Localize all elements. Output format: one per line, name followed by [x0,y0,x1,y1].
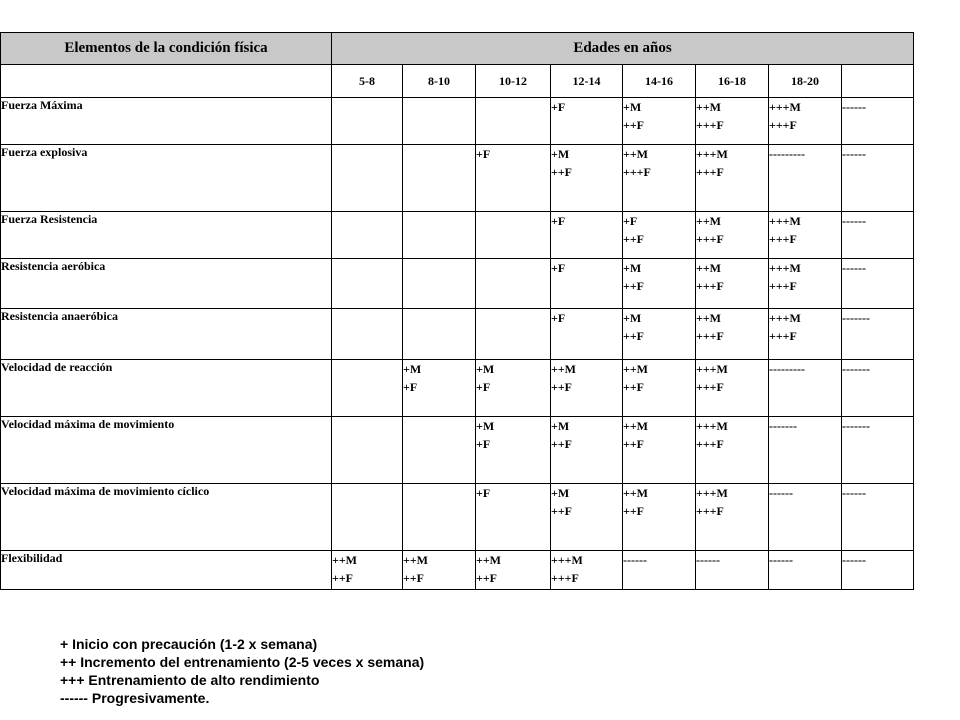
value-line: ------ [623,553,647,567]
value-cell [476,145,551,212]
value-line: ++M [551,362,577,376]
value-cell [842,145,914,212]
value-cell [696,259,769,309]
value-line: +++F [769,118,797,132]
table-row [1,417,914,484]
value-cell [403,360,476,417]
value-line: +F [476,380,491,394]
value-cell [476,360,551,417]
value-line: +F [623,214,638,228]
age-cell: 18-20 [769,65,842,98]
value-line: ++F [623,437,645,451]
value-line: +++F [623,165,651,179]
age-row-blank [1,65,332,98]
value-line: +M [623,311,642,325]
value-line: +M [403,362,422,376]
age-cell: 14-16 [623,65,696,98]
value-line: +++F [696,118,724,132]
value-cell [551,98,623,145]
value-line: ++M [696,100,722,114]
value-line: +M [476,419,495,433]
value-line: ------ [842,486,866,500]
value-cell [403,98,476,145]
table-row [1,98,914,145]
value-line: +F [551,261,566,275]
value-line: ------- [842,311,870,325]
value-line: ++M [332,553,358,567]
value-cell [476,212,551,259]
value-cell [696,360,769,417]
value-cell [769,417,842,484]
value-line: ++M [696,311,722,325]
value-line: +F [551,100,566,114]
value-line: ++F [403,571,425,585]
value-cell [842,417,914,484]
value-cell [842,212,914,259]
value-cell [769,551,842,590]
value-cell [332,360,403,417]
age-cell: 16-18 [696,65,769,98]
value-line: ++F [623,380,645,394]
value-cell [623,360,696,417]
value-line: --------- [769,147,805,161]
value-line: ++F [623,232,645,246]
value-line: +M [551,147,570,161]
age-cell: 12-14 [551,65,623,98]
value-cell [551,551,623,590]
value-line: ++F [623,118,645,132]
value-cell [403,551,476,590]
value-cell [476,417,551,484]
row-label: Velocidad de reacción [1,360,332,417]
value-line: ++F [623,504,645,518]
age-cell: 8-10 [403,65,476,98]
table-row [1,212,914,259]
value-cell [551,360,623,417]
value-cell [403,145,476,212]
value-cell [842,484,914,551]
table-row [1,259,914,309]
value-line: ------ [842,553,866,567]
table-row [1,309,914,360]
value-line: +F [476,437,491,451]
value-cell [551,417,623,484]
value-line: ------ [842,100,866,114]
value-line: +++F [696,380,724,394]
legend-line: ------ Progresivamente. [60,690,210,706]
value-cell [623,259,696,309]
age-cell: 5-8 [332,65,403,98]
value-line: +F [403,380,418,394]
value-cell [332,98,403,145]
value-cell [696,551,769,590]
value-line: ------ [769,553,793,567]
value-cell [403,309,476,360]
age-cell [842,65,914,98]
header-elements: Elementos de la condición física [1,33,332,65]
value-line: ++F [623,279,645,293]
value-line: +M [551,419,570,433]
value-cell [403,417,476,484]
value-line: ++M [623,362,649,376]
value-cell [696,212,769,259]
value-cell [551,484,623,551]
table-row [1,484,914,551]
value-cell [842,98,914,145]
value-cell [551,212,623,259]
value-line: +++M [696,147,728,161]
value-line: +++F [696,232,724,246]
table-row [1,145,914,212]
value-line: ------ [842,261,866,275]
row-label: Velocidad máxima de movimiento [1,417,332,484]
value-cell [623,212,696,259]
value-line: ++F [551,165,573,179]
value-line: +++M [696,486,728,500]
value-cell [623,309,696,360]
value-cell [769,360,842,417]
value-line: +++F [696,329,724,343]
value-cell [769,309,842,360]
value-cell [696,145,769,212]
value-cell [332,212,403,259]
fitness-table [0,32,914,590]
value-cell [696,484,769,551]
row-label: Fuerza Resistencia [1,212,332,259]
legend-line: ++ Incremento del entrenamiento (2-5 veces x semana) [60,654,425,670]
value-line: ++F [551,437,573,451]
value-cell [332,551,403,590]
legend [60,635,424,707]
row-label: Velocidad máxima de movimiento cíclico [1,484,332,551]
value-cell [332,145,403,212]
value-line: +++F [696,279,724,293]
value-cell [551,309,623,360]
value-cell [842,360,914,417]
value-cell [476,309,551,360]
value-line: +F [476,147,491,161]
value-line: ++M [696,214,722,228]
value-line: ++F [623,329,645,343]
value-cell [623,551,696,590]
age-cell: 10-12 [476,65,551,98]
row-label: Fuerza Máxima [1,98,332,145]
legend-line: + Inicio con precaución (1-2 x semana) [60,636,318,652]
value-cell [551,145,623,212]
value-cell [696,309,769,360]
value-line: +++F [769,232,797,246]
value-line: ------- [842,419,870,433]
value-line: +++M [769,311,801,325]
value-line: ------ [769,486,793,500]
value-line: +++F [769,329,797,343]
legend-line: +++ Entrenamiento de alto rendimiento [60,672,320,688]
value-cell [769,145,842,212]
value-line: +M [476,362,495,376]
value-line: +++M [769,261,801,275]
value-line: +F [551,311,566,325]
value-cell [551,259,623,309]
value-line: ++M [623,419,649,433]
row-label: Flexibilidad [1,551,332,590]
value-line: +++M [551,553,583,567]
value-line: +++F [696,165,724,179]
value-line: ------- [769,419,797,433]
value-line: +++F [696,504,724,518]
value-line: +++F [769,279,797,293]
value-line: +++M [696,362,728,376]
value-cell [842,259,914,309]
value-line: ++M [623,147,649,161]
value-cell [696,417,769,484]
value-cell [476,551,551,590]
row-label: Resistencia aeróbica [1,259,332,309]
value-line: ++M [623,486,649,500]
value-line: ++M [476,553,502,567]
value-line: ++F [476,571,498,585]
value-line: +M [623,261,642,275]
value-cell [769,259,842,309]
value-cell [769,212,842,259]
value-cell [476,484,551,551]
value-line: ------ [842,214,866,228]
value-cell [332,417,403,484]
value-cell [403,259,476,309]
value-line: +++F [696,437,724,451]
value-cell [623,484,696,551]
value-line: +F [476,486,491,500]
value-cell [842,551,914,590]
value-cell [623,145,696,212]
value-cell [769,484,842,551]
value-line: ++F [551,380,573,394]
value-line: --------- [769,362,805,376]
value-cell [476,259,551,309]
value-line: ++M [696,261,722,275]
value-line: +M [623,100,642,114]
value-cell [403,212,476,259]
value-cell [769,98,842,145]
value-line: +++M [769,100,801,114]
table-row [1,360,914,417]
value-cell [332,309,403,360]
value-line: +++M [769,214,801,228]
row-label: Fuerza explosiva [1,145,332,212]
value-line: +++F [551,571,579,585]
value-line: ------ [696,553,720,567]
value-line: +F [551,214,566,228]
value-line: +++M [696,419,728,433]
value-line: ++M [403,553,429,567]
value-cell [332,484,403,551]
row-label: Resistencia anaeróbica [1,309,332,360]
value-cell [842,309,914,360]
value-line: ++F [551,504,573,518]
value-cell [696,98,769,145]
header-ages: Edades en años [332,33,914,65]
value-cell [332,259,403,309]
value-line: ------- [842,362,870,376]
value-cell [623,417,696,484]
value-cell [476,98,551,145]
value-cell [623,98,696,145]
age-row [1,65,914,98]
value-line: ------ [842,147,866,161]
value-cell [403,484,476,551]
table-row [1,551,914,590]
value-line: +M [551,486,570,500]
header-row [1,33,914,65]
value-line: ++F [332,571,354,585]
